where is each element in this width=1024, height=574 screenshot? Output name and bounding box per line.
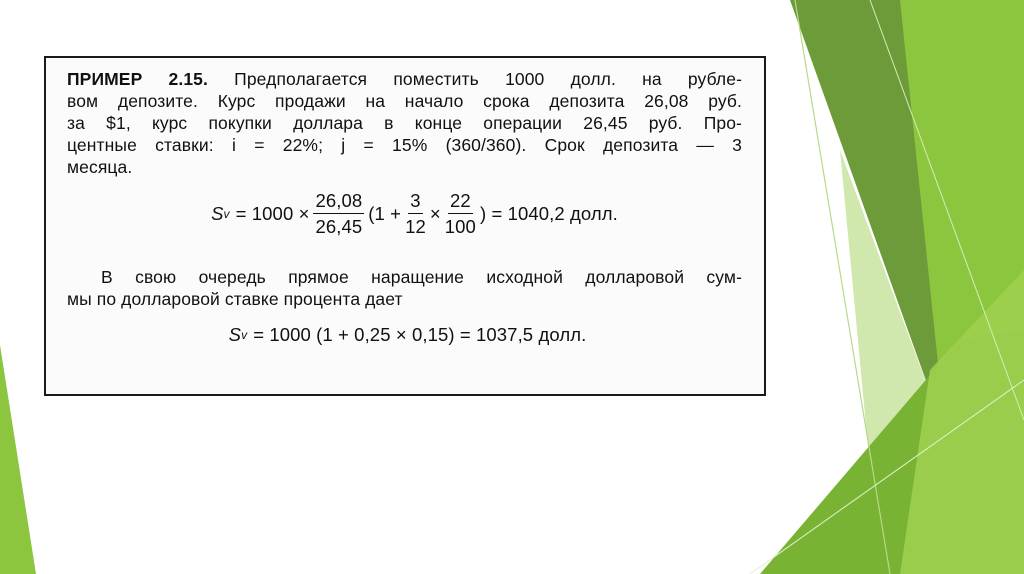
formula-dollar-accrual: S v = 1000 (1 + 0,25 × 0,15) = 1037,5 долл. bbox=[228, 324, 587, 345]
statement-line-1: ПРИМЕР 2.15. Предполагается поместить 1000 долл. на рубле- bbox=[67, 69, 742, 89]
paragraph-line-1: В свою очередь прямое наращение исходной долларовой сум- bbox=[101, 267, 742, 287]
statement-line-4: центные ставки: i = 22%; j = 15% (360/360). Срок депозита — 3 bbox=[67, 135, 742, 155]
paragraph-line-2: мы по долларовой ставке процента дает bbox=[67, 289, 403, 309]
statement-line-5: месяца. bbox=[67, 157, 133, 177]
problem-statement bbox=[67, 68, 742, 178]
formula-rate-conversion: S v = 1000 × $\frac{26,08}{26,45}$ (1 + $\frac{3}{12}$ × $\frac{22}{100}$ ) = 1040,2 долл. bbox=[211, 190, 618, 237]
statement-line-3: за $1, курс покупки доллара в конце операции 26,45 руб. Про- bbox=[67, 113, 742, 133]
statement-line-2: вом депозите. Курс продажи на начало срока депозита 26,08 руб. bbox=[67, 91, 742, 111]
fraction-rate: $\frac{22}{100}$ bbox=[444, 190, 476, 237]
example-text-box bbox=[44, 56, 766, 396]
paragraph-dollar-accrual bbox=[67, 266, 742, 310]
fraction-term: $\frac{3}{12}$ bbox=[405, 190, 426, 237]
decor-left-corner bbox=[0, 345, 36, 574]
example-heading: ПРИМЕР 2.15. bbox=[67, 69, 208, 89]
fraction-exchange-rates: $\frac{26,08}{26,45}$ bbox=[315, 190, 363, 237]
